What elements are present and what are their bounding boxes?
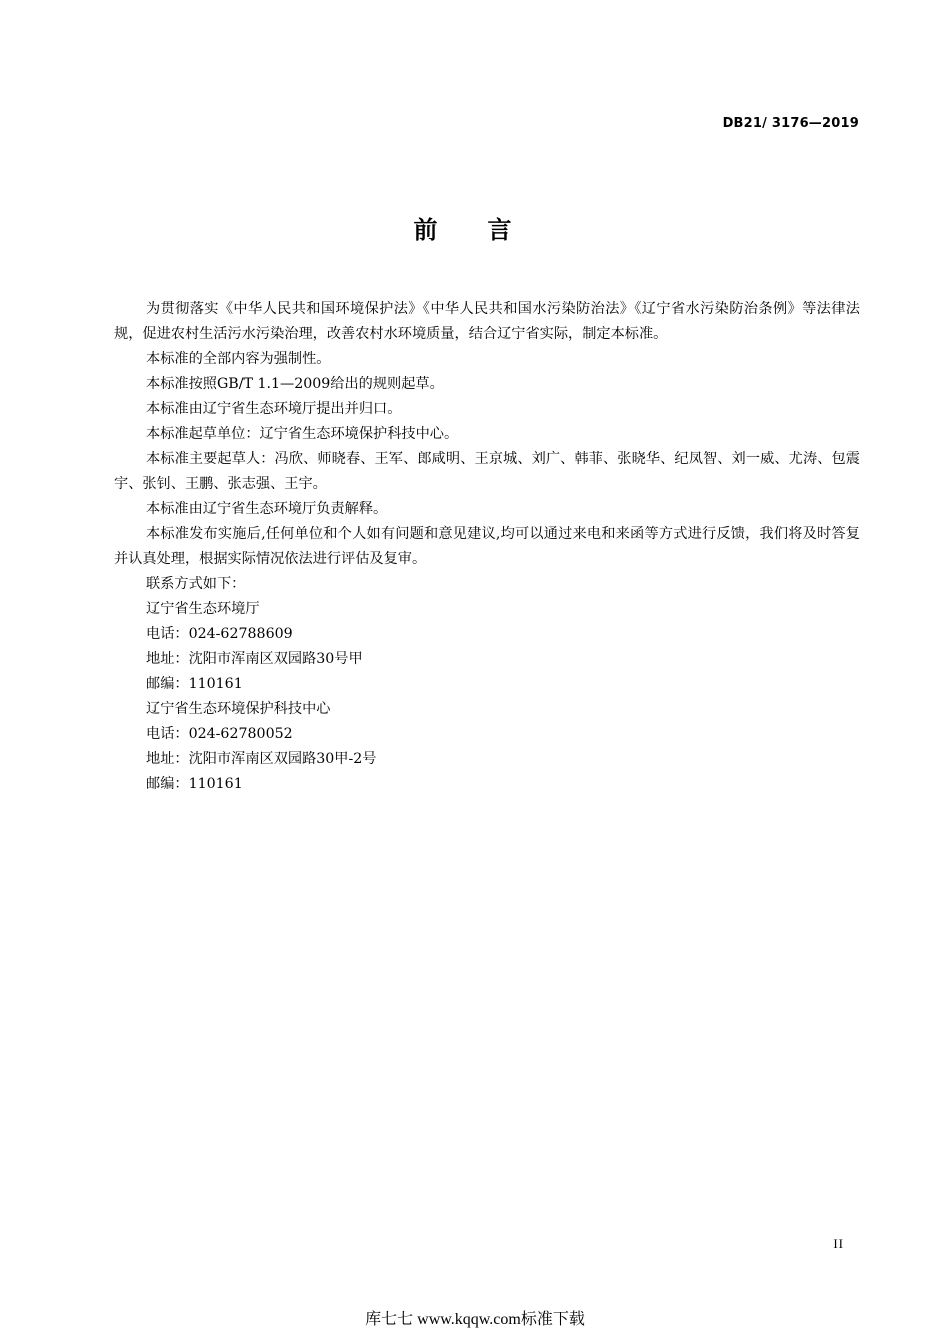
- paragraph-proposer: 本标准由辽宁省生态环境厅提出并归口。: [146, 401, 402, 417]
- contact-org-2-address: 地址：沈阳市浑南区双园路30甲-2号: [146, 751, 377, 767]
- paragraph-drafters: 本标准主要起草人：冯欣、师晓春、王军、郎咸明、王京城、刘广、韩菲、张晓华、纪凤智、刘一威、尤涛、包震宇、张钊、王鹏、张志强、王宇。: [114, 451, 860, 492]
- foreword-body: [114, 297, 860, 797]
- paragraph-drafting-unit: 本标准起草单位：辽宁省生态环境保护科技中心。: [146, 426, 459, 442]
- document-code: DB21/ 3176—2019: [722, 116, 859, 131]
- paragraph-drafting-rules: 本标准按照GB/T 1.1—2009给出的规则起草。: [146, 376, 444, 392]
- page-number: II: [833, 1236, 844, 1251]
- paragraph-purpose: 为贯彻落实《中华人民共和国环境保护法》《中华人民共和国水污染防治法》《辽宁省水污染防治条例》等法律法规，促进农村生活污水污染治理，改善农村水环境质量，结合辽宁省实际，制定本标准。: [114, 301, 860, 342]
- contact-org-1-postcode: 邮编：110161: [146, 676, 243, 692]
- footer-watermark: 库七七 www.kqqw.com标准下载: [365, 1311, 585, 1328]
- contact-org-1-name: 辽宁省生态环境厅: [146, 601, 260, 617]
- paragraph-mandatory: 本标准的全部内容为强制性。: [146, 351, 331, 367]
- paragraph-interpretation: 本标准由辽宁省生态环境厅负责解释。: [146, 501, 388, 517]
- contact-org-2-name: 辽宁省生态环境保护科技中心: [146, 701, 331, 717]
- page-title: 前言: [413, 216, 562, 244]
- contact-heading: 联系方式如下：: [146, 576, 246, 592]
- contact-org-2-phone: 电话：024-62780052: [146, 726, 293, 742]
- paragraph-feedback: 本标准发布实施后,任何单位和个人如有问题和意见建议,均可以通过来电和来函等方式进行反馈，我们将及时答复并认真处理，根据实际情况依法进行评估及复审。: [114, 526, 860, 567]
- contact-org-1-phone: 电话：024-62788609: [146, 626, 293, 642]
- contact-org-1-address: 地址：沈阳市浑南区双园路30号甲: [146, 651, 363, 667]
- contact-org-2-postcode: 邮编：110161: [146, 776, 243, 792]
